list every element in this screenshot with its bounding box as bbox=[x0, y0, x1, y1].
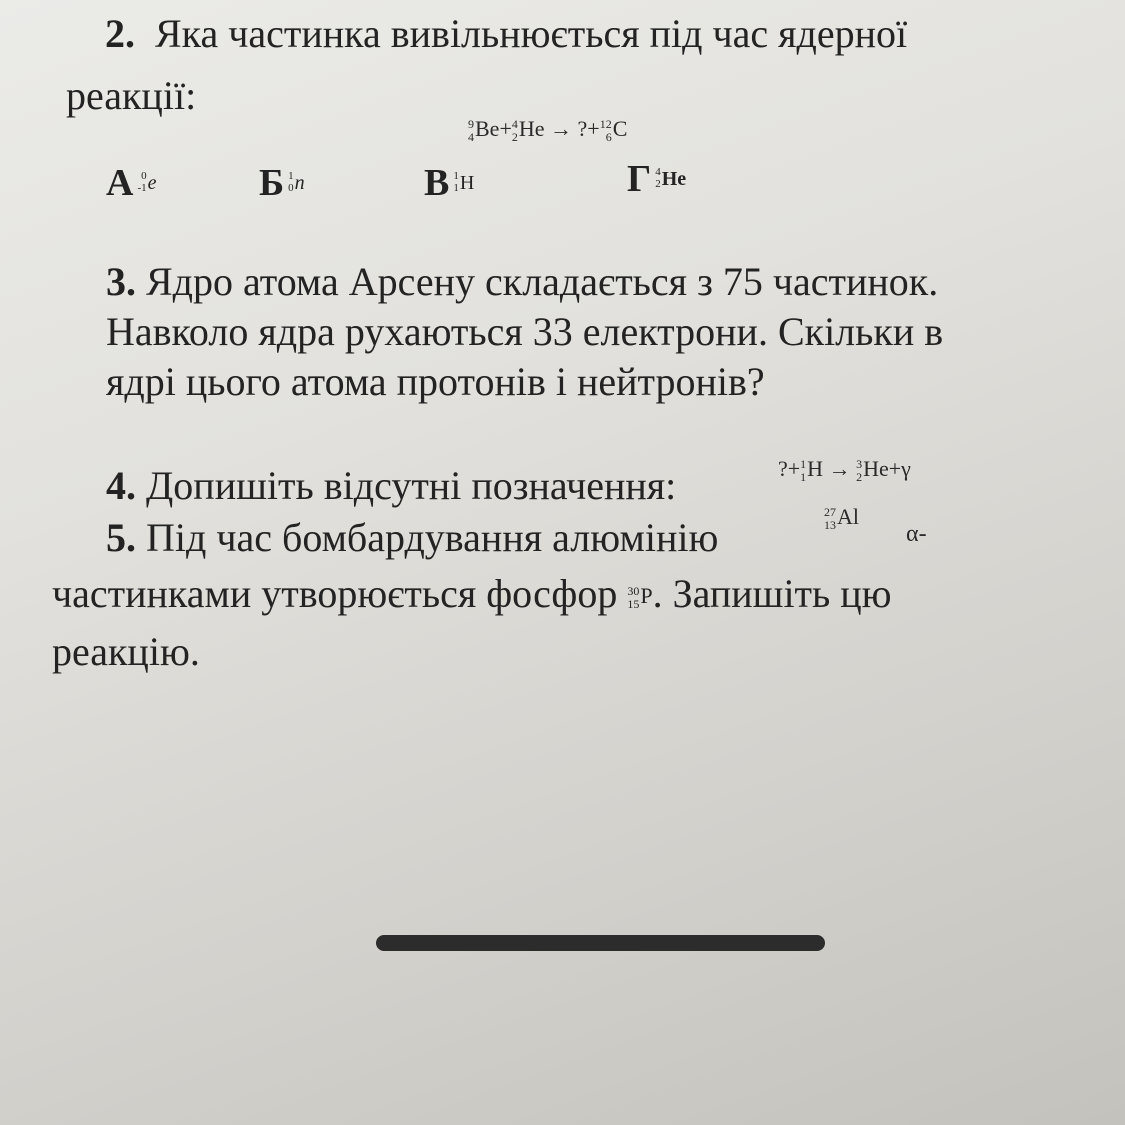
reaction-arrow: → bbox=[550, 116, 573, 141]
q5-aluminium-isotope: 27 13 Al bbox=[824, 504, 859, 532]
q2-option-b: Б 1 0 n bbox=[259, 162, 305, 204]
q5-line-1 bbox=[106, 515, 719, 560]
q5-number: 5. bbox=[106, 515, 136, 560]
q4-line bbox=[106, 463, 677, 508]
q4-text: Допишіть відсутні позначення: bbox=[146, 463, 677, 508]
q3-line-1 bbox=[106, 259, 939, 304]
q2-option-a: А 0 -1 e bbox=[106, 162, 157, 204]
q3-line-2: Навколо ядра рухаються 33 електрони. Скільки в bbox=[106, 309, 944, 354]
q2-line-1 bbox=[105, 11, 908, 56]
q2-line-2: реакції: bbox=[66, 73, 197, 118]
q3-text-1: Ядро атома Арсену складається з 75 частинок. bbox=[146, 259, 939, 304]
q3-number: 3. bbox=[106, 259, 136, 304]
q5-text-1: Під час бомбардування алюмінію bbox=[146, 515, 719, 560]
q3-line-3: ядрі цього атома протонів і нейтронів? bbox=[106, 359, 765, 404]
q2-option-g: Г 4 2 He bbox=[627, 158, 687, 200]
q5-alpha: α- bbox=[906, 521, 927, 547]
q2-text-1: Яка частинка вивільнюється під час ядерної bbox=[155, 11, 908, 56]
q2-reaction-formula: 9 4 Be+ 4 2 He → ?+ 12 6 C bbox=[468, 116, 628, 144]
q5-line-3: реакцію. bbox=[52, 629, 200, 674]
q4-number: 4. bbox=[106, 463, 136, 508]
q5-line-2: частинками утворюється фосфор 30 15 P. Запишіть цю bbox=[52, 571, 892, 616]
q5-phosphorus-isotope: 30 15 P bbox=[627, 583, 653, 611]
q2-number: 2. bbox=[105, 11, 135, 56]
q4-arrow: → bbox=[828, 456, 851, 481]
q2-option-v: В 1 1 H bbox=[424, 162, 475, 204]
dark-bar bbox=[376, 935, 825, 951]
q4-formula: ?+ 1 1 H → 3 2 He+γ bbox=[778, 456, 911, 484]
